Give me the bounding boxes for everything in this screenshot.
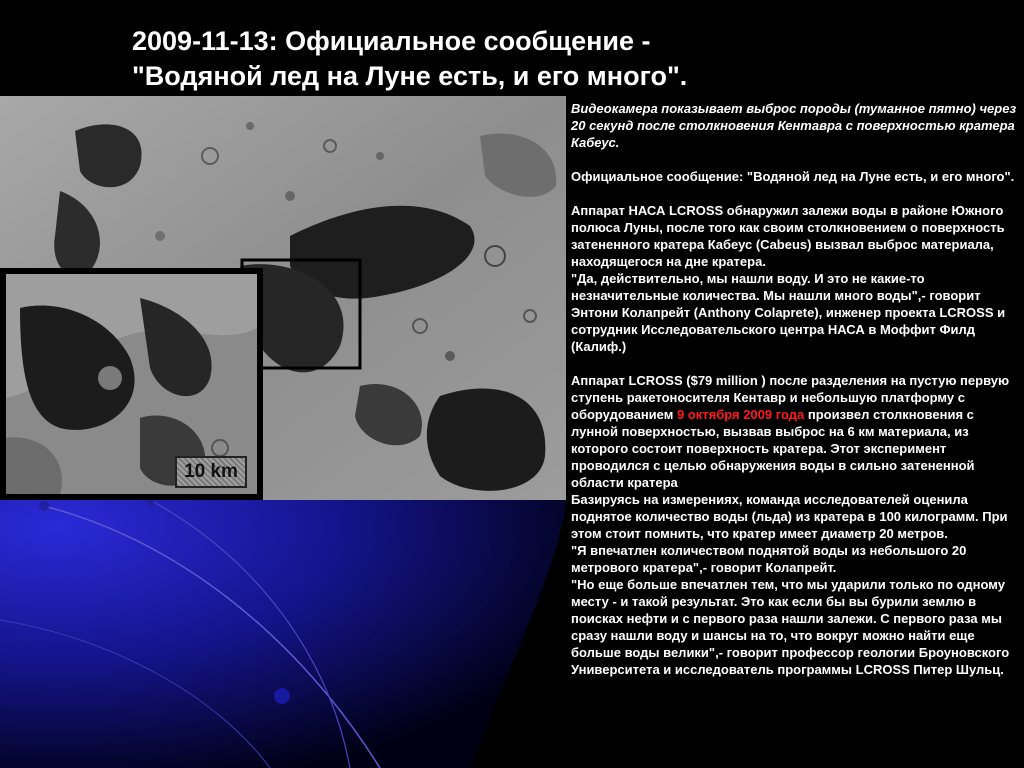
arc-node (39, 501, 49, 511)
official-statement: Официальное сообщение: "Водяной лед на Луне есть, и его много". (571, 169, 1015, 184)
paragraph-impact-end: произвел столкновения с лунной поверхностью, вызвав выброс на 6 км материала, из которого состоит поверхность кратера. Этот эксперимент проводился с целью обнаружения воды в сильно затененной области кратера (571, 407, 975, 490)
scale-label: 10 km (184, 461, 238, 482)
paragraph-lcross-discovery: Аппарат НАСА LCROSS обнаружил залежи воды в районе Южного полюса Луны, после того как своим столкновением о поверхность затененного кратера Кабеус (Cabeus) вызвал выброс материала, находящегося на дне кратера. (571, 203, 1005, 269)
quote-schultz: "Но еще больше впечатлен тем, что мы ударили только по одному месту - и такой результат. Это как если бы вы бурили землю в поисках нефти и с первого раза нашли залежи. С первого раза мы сразу нашли воду и шансы на то, что вокруг можно найти еще больше воды велики",- говорит профессор геологии Броуновского Университета и исследователь программы LCROSS Питер Шульц. (571, 577, 1010, 677)
paragraph-impact (571, 372, 1017, 491)
image-caption: Видеокамера показывает выброс породы (туманное пятно) через 20 секунд после столкновения Кентавра с поверхностью кратера Кабеус. (571, 101, 1017, 150)
paragraph-impact-start: Аппарат LCROSS ($79 million ) после разделения на пустую первую ступень ракетоносителя Кентавр и небольшую платформу с оборудованием (571, 373, 1010, 422)
quote-colaprete: "Да, действительно, мы нашли воду. И это не какие-то незначительные количества. Мы нашли много воды",- говорит Энтони Колапрейт (Anthony Colaprete), инженер проекта LCROSS и сотрудник Исследовательского центра НАСА в Моффит Филд (Калиф.) (571, 271, 1006, 354)
quote-colaprete-2: "Я впечатлен количеством поднятой воды из небольшого 20 метрового кратера",- говорит Колапрейт. (571, 543, 967, 575)
blue-glow-shape (0, 500, 566, 768)
arc-node (146, 499, 154, 507)
title-line-1: 2009-11-13: Официальное сообщение - (132, 26, 651, 56)
article-text (571, 100, 1017, 678)
arc-node (274, 688, 290, 704)
impact-date: 9 октября 2009 года (676, 407, 805, 422)
page-title (132, 24, 892, 94)
title-line-2: "Водяной лед на Луне есть, и его много". (132, 61, 688, 91)
paragraph-measurements: Базируясь на измерениях, команда исследователей оценила поднятое количество воды (льда) из кратера в 100 килограмм. При этом стоит помнить, что кратер имеет диаметр 20 метров. (571, 492, 1008, 541)
